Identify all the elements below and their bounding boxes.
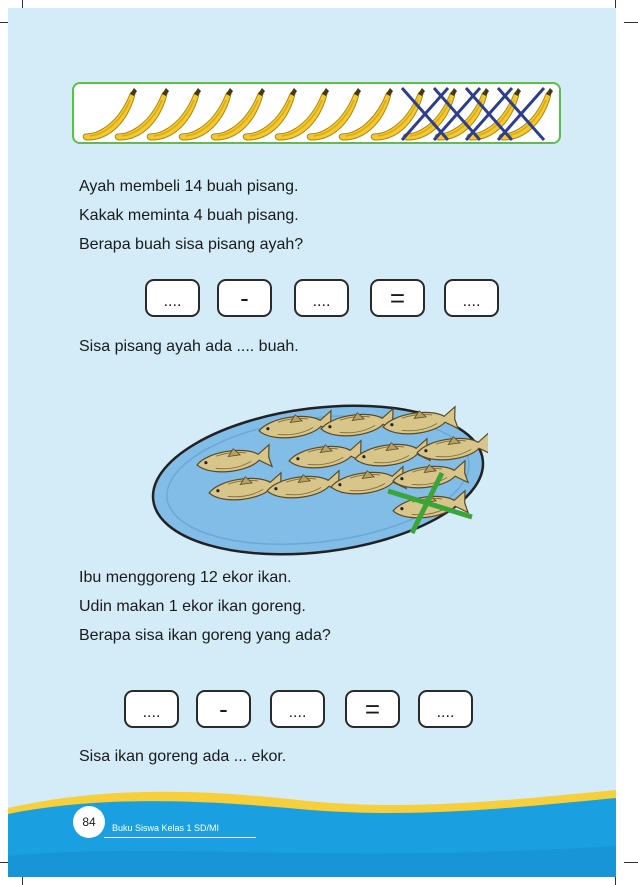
fish-answer-box-3[interactable]: .... (418, 690, 473, 728)
fish-answer-box-2[interactable]: .... (270, 690, 325, 728)
fish-answer-sentence: Sisa ikan goreng ada ... ekor. (79, 748, 287, 765)
banana-question-line-2: Kakak meminta 4 buah pisang. (79, 207, 299, 224)
fish-question-line-3: Berapa sisa ikan goreng yang ada? (79, 627, 331, 644)
worksheet-page (8, 8, 616, 877)
fish-plate-illustration (148, 393, 488, 568)
fish-answer-box-1[interactable]: .... (124, 690, 179, 728)
banana-question-line-1: Ayah membeli 14 buah pisang. (79, 178, 299, 195)
crop-mark (624, 22, 638, 23)
page-number: 84 (73, 806, 105, 838)
banana-minus-box: - (217, 279, 272, 317)
fish-question-line-1: Ibu menggoreng 12 ekor ikan. (79, 569, 292, 586)
crop-mark (624, 862, 638, 863)
book-title: Buku Siswa Kelas 1 SD/MI (112, 823, 220, 833)
fish-equals-box: = (345, 690, 400, 728)
fish-plate (148, 393, 488, 568)
banana-answer-box-2[interactable]: .... (294, 279, 349, 317)
banana-answer-box-3[interactable]: .... (444, 279, 499, 317)
banana-equals-box: = (370, 279, 425, 317)
fish-question-line-2: Udin makan 1 ekor ikan goreng. (79, 598, 306, 615)
banana-question-line-3: Berapa buah sisa pisang ayah? (79, 236, 304, 253)
banana-answer-box-1[interactable]: .... (145, 279, 200, 317)
banana-illustration (72, 82, 561, 144)
banana-row (74, 84, 559, 142)
banana-answer-sentence: Sisa pisang ayah ada .... buah. (79, 338, 299, 355)
fish-minus-box: - (196, 690, 251, 728)
footer-rule (104, 837, 256, 838)
